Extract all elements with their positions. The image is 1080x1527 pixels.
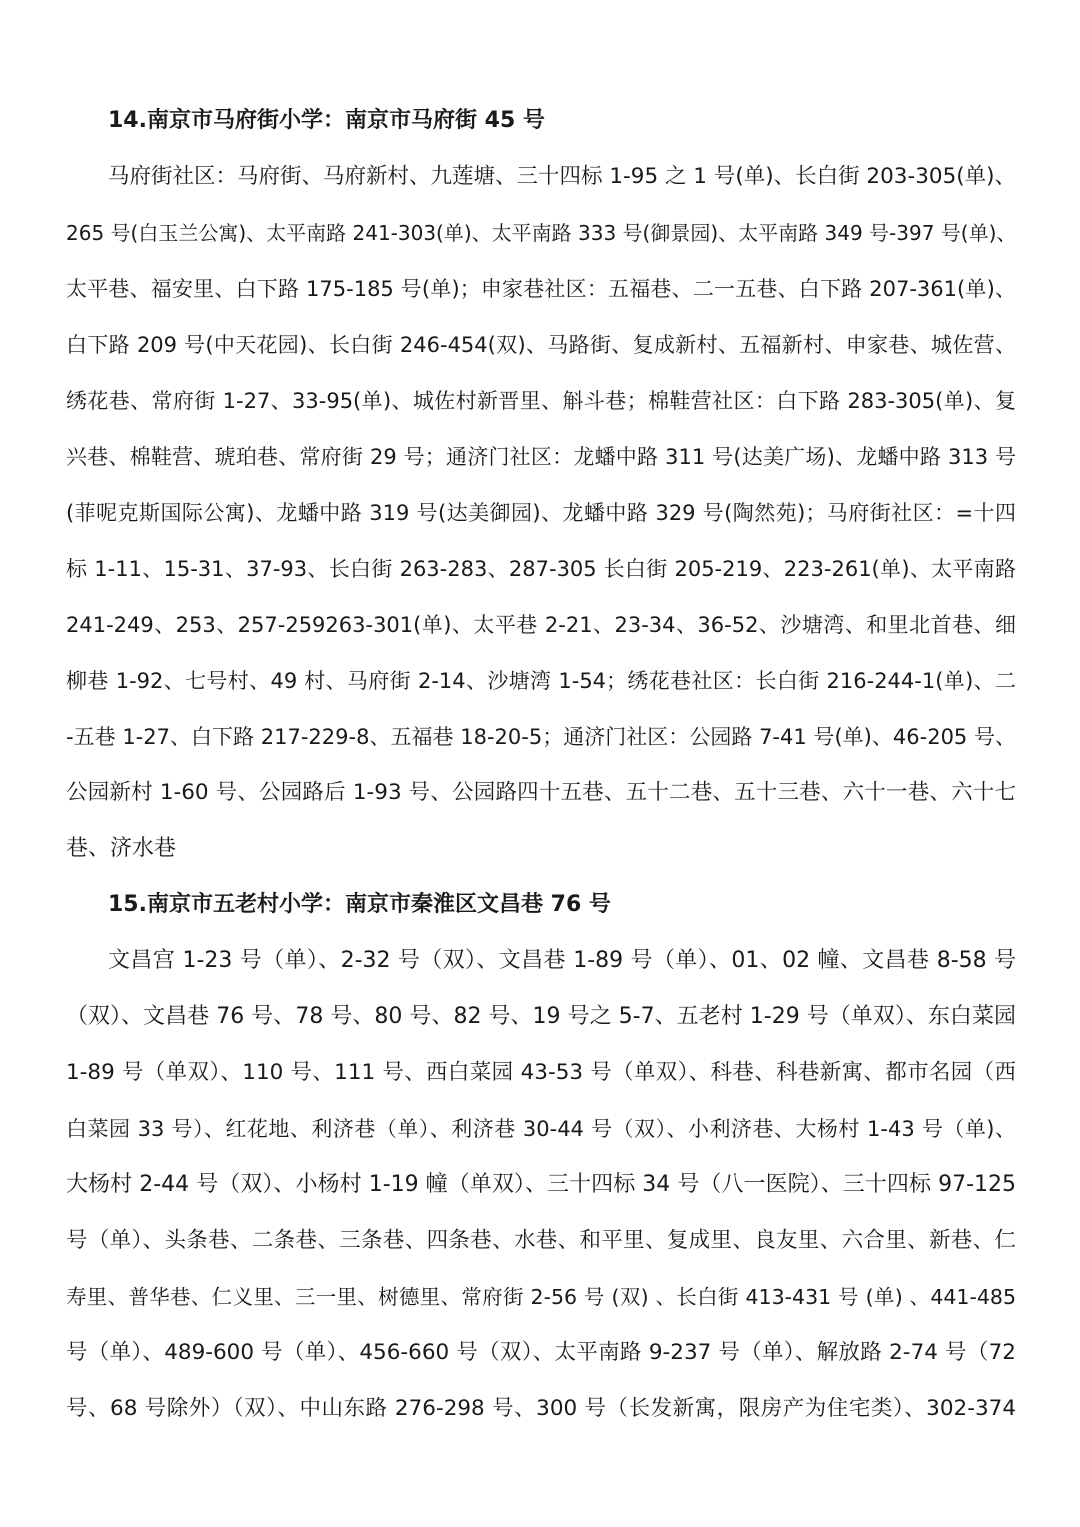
section-15-line: 1-89 号（单双）、110 号、111 号、西白菜园 43-53 号（单双）、科巷、科巷新寓、都市名园（西 [66,1060,1016,1085]
section-15-line: 白菜园 33 号）、红花地、利济巷（单）、利济巷 30-44 号（双）、小利济巷、大杨村 1-43 号（单)、 [66,1117,1016,1141]
section-15-line: 号（单）、头条巷、二条巷、三条巷、四条巷、水巷、和平里、复成里、良友里、六合里、新巷、仁 [66,1228,1016,1253]
section-14-line: 白下路 209 号(中天花园)、长白街 246-454(双)、马路街、复成新村、五福新村、申家巷、城佐营、 [66,333,1016,357]
section-14-line: 马府街社区：马府街、马府新村、九莲塘、三十四标 1-95 之 1 号(单)、长白街 203-305(单)、 [108,164,1017,189]
section-14-line: 241-249、253、257-259263-301(单)、太平巷 2-21、23-34、36-52、沙塘湾、和里北首巷、细 [66,613,1016,637]
section-15-line: （双）、文昌巷 76 号、78 号、80 号、82 号、19 号之 5-7、五老村 1-29 号（单双）、东白菜园 [66,1004,1016,1029]
section-15-heading: 15.南京市五老村小学：南京市秦淮区文昌巷 76 号 [108,892,611,917]
section-14-line: 巷、济水巷 [66,836,177,861]
section-15-line: 文昌宫 1-23 号（单）、2-32 号（双）、文昌巷 1-89 号（单）、01、02 幢、文昌巷 8-58 号 [108,948,1016,973]
section-14-line: 兴巷、棉鞋营、琥珀巷、常府街 29 号；通济门社区：龙蟠中路 311 号(达美广场)、龙蟠中路 313 号 [66,445,1016,469]
section-14-line: 公园新村 1-60 号、公园路后 1-93 号、公园路四十五巷、五十二巷、五十三巷、六十一巷、六十七 [66,780,1016,805]
section-14-line: 柳巷 1-92、七号村、49 村、马府街 2-14、沙塘湾 1-54；绣花巷社区：长白街 216-244-1(单)、二 [66,669,1016,693]
section-14-line: 265 号(白玉兰公寓)、太平南路 241-303(单)、太平南路 333 号(御景园)、太平南路 349 号-397 号(单)、 [66,221,1017,245]
section-14-line: -五巷 1-27、白下路 217-229-8、五福巷 18-20-5；通济门社区：公园路 7-41 号(单)、46-205 号、 [66,725,1016,749]
section-14-line: 绣花巷、常府街 1-27、33-95(单)、城佐村新晋里、斛斗巷；棉鞋营社区：白下路 283-305(单)、复 [66,389,1016,413]
section-15-line: 大杨村 2-44 号（双）、小杨村 1-19 幢（单双）、三十四标 34 号（八一医院）、三十四标 97-125 [66,1172,1016,1197]
section-15-line: 寿里、普华巷、仁义里、三一里、树德里、常府街 2-56 号 (双) 、长白街 413-431 号 (单) 、441-485 [66,1285,1016,1309]
section-14-line: (菲呢克斯国际公寓)、龙蟠中路 319 号(达美御园)、龙蟠中路 329 号(陶然苑)；马府街社区：=十四 [66,501,1016,525]
section-15-line: 号（单）、489-600 号（单）、456-660 号（双）、太平南路 9-237 号（单）、解放路 2-74 号（72 [66,1340,1016,1365]
section-14-line: 太平巷、福安里、白下路 175-185 号(单)；申家巷社区：五福巷、二一五巷、白下路 207-361(单)、 [66,277,1016,301]
section-14-heading: 14.南京市马府街小学：南京市马府街 45 号 [108,108,545,133]
section-14-line: 标 1-11、15-31、37-93、长白街 263-283、287-305 长白街 205-219、223-261(单)、太平南路 [66,557,1016,581]
section-15-line: 号、68 号除外）（双）、中山东路 276-298 号、300 号（长发新寓，限房产为住宅类）、302-374 [66,1396,1016,1421]
